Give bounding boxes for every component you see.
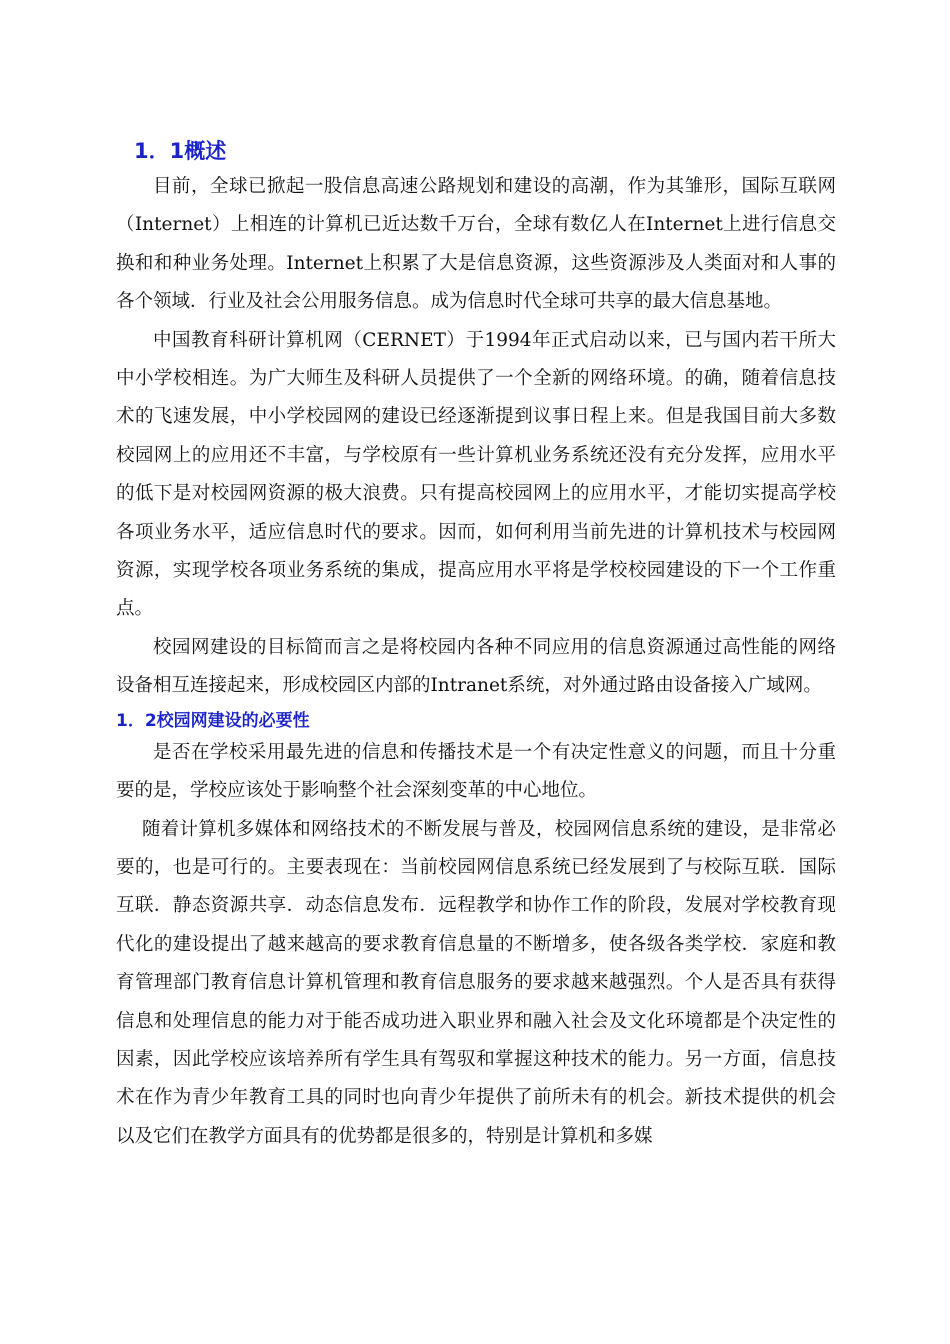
paragraph-overview-1: 目前，全球已掀起一股信息高速公路规划和建设的高潮，作为其雏形，国际互联网（Internet）上相连的计算机已近达数千万台，全球有数亿人在Internet上进行信息交换和和种业务处理。Internet上积累了大是信息资源，这些资源涉及人类面对和人事的各个领域．行业及社会公用服务信息。成为信息时代全球可共享的最大信息基地。 (116, 176, 836, 313)
paragraph-overview-2: 中国教育科研计算机网（CERNET）于1994年正式启动以来，已与国内若干所大中小学校相连。为广大师生及科研人员提供了一个全新的网络环境。的确，随着信息技术的飞速发展，中小学校园网的建设已经逐渐提到议事日程上来。但是我国目前大多数校园网上的应用还不丰富，与学校原有一些计算机业务系统还没有充分发挥，应用水平的低下是对校园网资源的极大浪费。只有提高校园网上的应用水平，才能切实提高学校各项业务水平，适应信息时代的要求。因而，如何利用当前先进的计算机技术与校园网资源，实现学校各项业务系统的集成，提高应用水平将是学校校园建设的下一个工作重点。 (116, 329, 836, 620)
document-body (116, 134, 836, 1156)
paragraph-necessity-2: 随着计算机多媒体和网络技术的不断发展与普及，校园网信息系统的建设，是非常必要的，也是可行的。主要表现在：当前校园网信息系统已经发展到了与校际互联．国际互联．静态资源共享．动态信息发布．远程教学和协作工作的阶段，发展对学校教育现代化的建设提出了越来越高的要求教育信息量的不断增多，使各级各类学校．家庭和教育管理部门教育信息计算机管理和教育信息服务的要求越来越强烈。个人是否具有获得信息和处理信息的能力对于能否成功进入职业界和融入社会及文化环境都是个决定性的因素，因此学校应该培养所有学生具有驾驭和掌握这种技术的能力。另一方面，信息技术在作为青少年教育工具的同时也向青少年提供了前所未有的机会。新技术提供的机会以及它们在教学方面具有的优势都是很多的，特别是计算机和多媒 (116, 818, 836, 1147)
section-heading-necessity: 1．2校园网建设的必要性 (116, 710, 310, 731)
section-heading-overview: 1．1概述 (134, 139, 227, 163)
paragraph-overview-3: 校园网建设的目标简而言之是将校园内各种不同应用的信息资源通过高性能的网络设备相互连接起来，形成校园区内部的Intranet系统，对外通过路由设备接入广域网。 (116, 636, 836, 697)
paragraph-necessity-1: 是否在学校采用最先进的信息和传播技术是一个有决定性意义的问题，而且十分重要的是，学校应该处于影响整个社会深刻变革的中心地位。 (116, 741, 836, 802)
